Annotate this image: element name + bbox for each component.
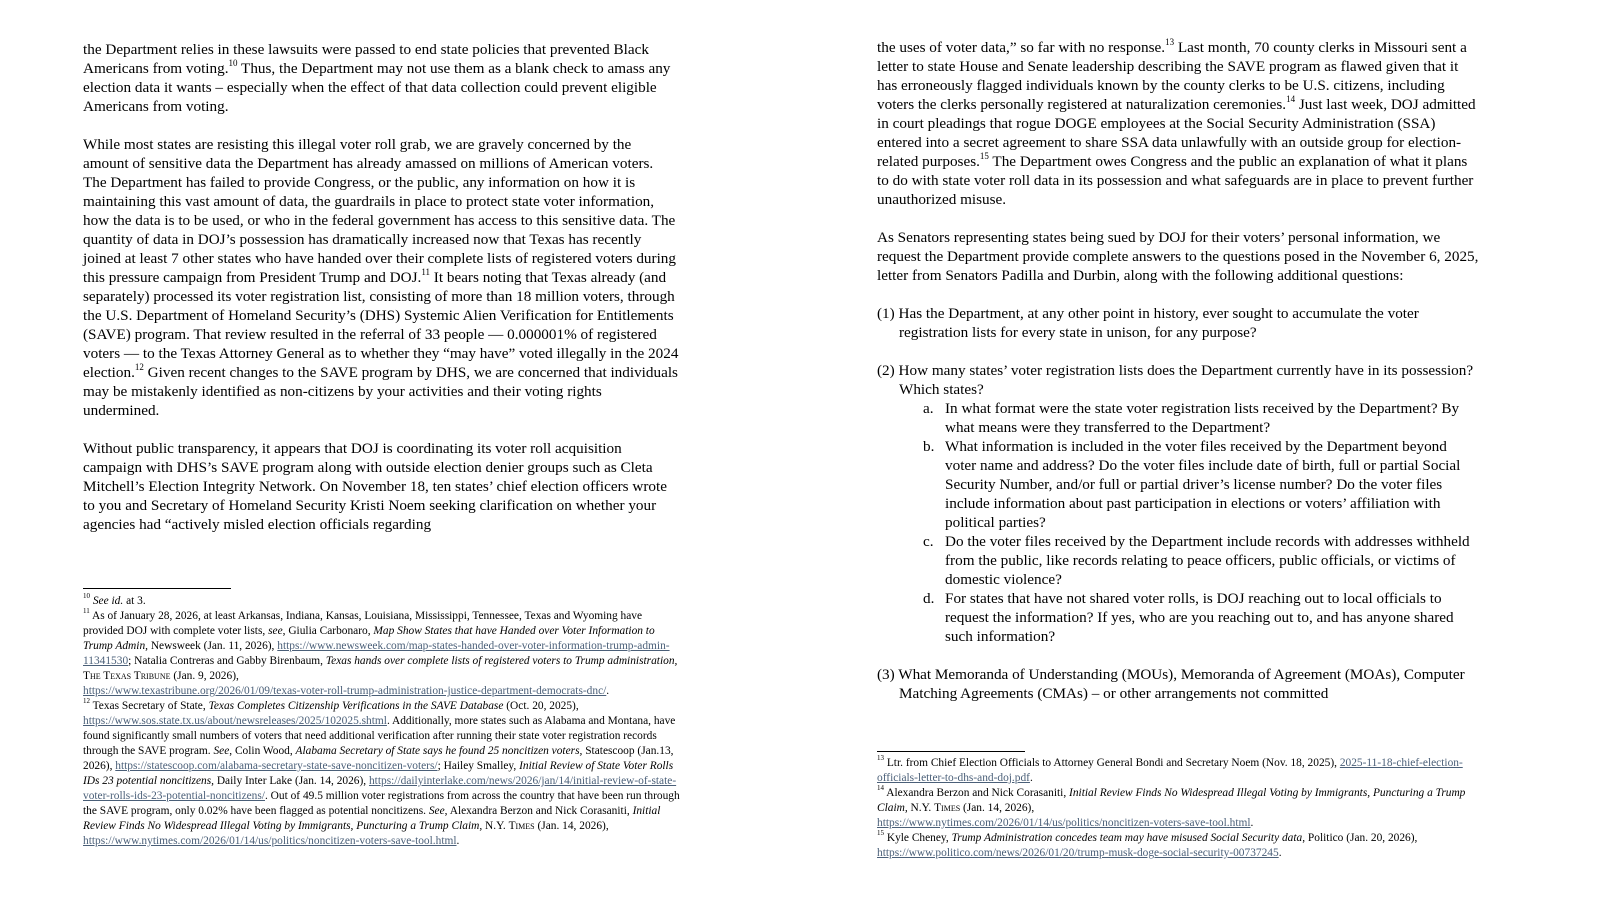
footnote-14: $^{14}$ Alexandra Berzon and Nick Corasaniti, Initial Review Finds No Widespread Illegal Voting by Immigrants, Puncturing a Trump Claim, N.Y. Times (Jan. 14, 2026), https://www.nytimes.com/2026/01/14/us/politics/noncitizen-voters-save-tool.html.	[877, 784, 1466, 829]
left-footnotes	[83, 594, 680, 849]
sub-question-c: c. Do the voter files received by the Department include records with addresses withheld from the public, like records relating to peace officers, public officials, or victims of domestic violence?	[923, 533, 1470, 588]
left-body-text	[83, 40, 680, 553]
right-footnotes	[877, 756, 1480, 861]
footnote-ref-14[interactable]: 14	[1286, 93, 1296, 104]
footnote-ref-11[interactable]: 11	[421, 266, 430, 277]
sos-texas-link[interactable]: https://www.sos.state.tx.us/about/newsreleases/2025/102025.shtml	[83, 715, 387, 727]
daily-inter-lake-link[interactable]: https://dailyinterlake.com/news/2026/jan/14/initial-review-of-state-voter-rolls-ids-23-potential-noncitizens/	[83, 775, 677, 802]
right-paragraph-1: the uses of voter data,” so far with no response.$^{13}$ Last month, 70 county clerks in Missouri sent a letter to state House and Senate leadership describing the SAVE program as flawed given that it has erroneously flagged individuals known by the county clerks to be U.S. citizens, including voters the clerks personally registered at naturalization ceremonies.$^{14}$ Just last week, DOJ admitted in court pleadings that rogue DOGE employees at the Social Security Administration (SSA) entered into a secret agreement to share SSA data unlawfully with an outside group for election-related purposes.$^{15}$ The Department owes Congress and the public an explanation of what it plans to do with state voter roll data in its possession and what safeguards are in place to prevent further unauthorized misuse.	[877, 36, 1476, 208]
nytimes-link[interactable]: https://www.nytimes.com/2026/01/14/us/politics/noncitizen-voters-save-tool.html	[83, 835, 457, 847]
sub-question-a: a. In what format were the state voter registration lists received by the Department? By what means were they transferred to the Department?	[923, 400, 1460, 436]
statescoop-link[interactable]: https://statescoop.com/alabama-secretary-state-save-noncitizen-voters/	[115, 760, 438, 772]
nytimes-link-2[interactable]: https://www.nytimes.com/2026/01/14/us/politics/noncitizen-voters-save-tool.html	[877, 817, 1251, 829]
footnote-ref-13[interactable]: 13	[1165, 36, 1175, 47]
footnote-12: $^{12}$ Texas Secretary of State, Texas Completes Citizenship Verifications in the SAVE Database (Oct. 20, 2025), https://www.sos.state.tx.us/about/newsreleases/2025/102025.shtml. Additionally, more states such as Alabama and Montana, have found significantly small numbers of voters that need additional verification after running their state voter registration records through the SAVE program. See, Colin Wood, Alabama Secretary of State says he found 25 noncitizen voters, Statescoop (Jan.13, 2026), https://statescoop.com/alabama-secretary-state-save-noncitizen-voters/; Hailey Smalley, Initial Review of State Voter Rolls IDs 23 potential noncitizens, Daily Inter Lake (Jan. 14, 2026), https://dailyinterlake.com/news/2026/jan/14/initial-review-of-state-voter-rolls-ids-23-potential-noncitizens/. Out of 49.5 million voter registrations from across the country that have been run through the SAVE program, only 0.02% have been flagged as potential noncitizens. See, Alexandra Berzon and Nick Corasaniti, Initial Review Finds No Widespread Illegal Voting by Immigrants, Puncturing a Trump Claim, N.Y. Times (Jan. 14, 2026), https://www.nytimes.com/2026/01/14/us/politics/noncitizen-voters-save-tool.html.	[83, 697, 680, 847]
footnote-10: $^{10}$ See id. at 3.	[83, 592, 146, 607]
newsweek-link[interactable]: https://www.newsweek.com/map-states-handed-over-voter-information-trump-admin-11341530	[83, 640, 670, 667]
footnote-11: $^{11}$ As of January 28, 2026, at least Arkansas, Indiana, Kansas, Louisiana, Mississippi, Tennessee, Texas and Wyoming have provided DOJ with complete voter lists, see, Giulia Carbonaro, Map Show States that have Handed over Voter Information to Trump Admin, Newsweek (Jan. 11, 2026), https://www.newsweek.com/map-states-handed-over-voter-information-trump-admin-11341530; Natalia Contreras and Gabby Birenbaum, Texas hands over complete lists of registered voters to Trump administration, The Texas Tribune (Jan. 9, 2026), https://www.texastribune.org/2026/01/09/texas-voter-roll-trump-administration-justice-department-democrats-dnc/.	[83, 607, 678, 697]
chief-election-officials-letter-link[interactable]: 2025-11-18-chief-election-officials-letter-to-dhs-and-doj.pdf	[877, 757, 1463, 784]
question-2: (2) How many states’ voter registration lists does the Department currently have in its possession? Which states?	[877, 362, 1474, 398]
footnote-ref-15[interactable]: 15	[979, 150, 989, 161]
footnote-ref-10[interactable]: 10	[228, 57, 238, 68]
right-footnote-divider	[877, 751, 1025, 752]
politico-link[interactable]: https://www.politico.com/news/2026/01/20/trump-musk-doge-social-security-00737245	[877, 847, 1279, 859]
sub-question-b: b. What information is included in the voter files received by the Department beyond voter name and address? Do the voter files include date of birth, full or partial Social Security Number, and/or full or partial driver’s license number? Do the voter files include information about past participation in elections or voters’ affiliation with political parties?	[923, 438, 1461, 531]
right-body-text	[877, 38, 1480, 722]
footnote-15: $^{15}$ Kyle Cheney, Trump Administration concedes team may have misused Social Security data, Politico (Jan. 20, 2026), https://www.politico.com/news/2026/01/20/trump-musk-doge-social-security-00737245.	[877, 829, 1418, 859]
question-3: (3) What Memoranda of Understanding (MOUs), Memoranda of Agreement (MOAs), Computer Matching Agreements (CMAs) – or other arrangements not committed	[877, 666, 1465, 702]
texas-tribune-link[interactable]: https://www.texastribune.org/2026/01/09/texas-voter-roll-trump-administration-justice-department-democrats-dnc/	[83, 685, 607, 697]
footnote-ref-12[interactable]: 12	[134, 361, 144, 372]
footnote-13: $^{13}$ Ltr. from Chief Election Officials to Attorney General Bondi and Secretary Noem (Nov. 18, 2025), 2025-11-18-chief-election-officials-letter-to-dhs-and-doj.pdf.	[877, 754, 1463, 784]
left-paragraph-1: the Department relies in these lawsuits were passed to end state policies that prevented Black Americans from voting.$^{10}$ Thus, the Department may not use them as a blank check to amass any election data it wants – especially when the effect of that data collection could prevent eligible Americans from voting.	[83, 41, 671, 115]
right-page	[800, 0, 1600, 900]
question-1: (1) Has the Department, at any other point in history, ever sought to accumulate the voter registration lists for every state in unison, for any purpose?	[877, 305, 1419, 341]
left-paragraph-3: Without public transparency, it appears that DOJ is coordinating its voter roll acquisition campaign with DHS’s SAVE program along with outside election denier groups such as Cleta Mitchell’s Election Integrity Network. On November 18, ten states’ chief election officers wrote to you and Secretary of Homeland Security Kristi Noem seeking clarification on whether your agencies had “actively misled election officials regarding	[83, 440, 667, 533]
left-paragraph-2: While most states are resisting this illegal voter roll grab, we are gravely concerned by the amount of sensitive data the Department has already amassed on millions of American voters. The Department has failed to provide Congress, or the public, any information on how it is maintaining this vast amount of data, the guardrails in place to protect state voter information, how the data is to be used, or who in the federal government has access to this sensitive data. The quantity of data in DOJ’s possession has dramatically increased now that Texas has recently joined at least 7 other states who have handed over their complete lists of registered voters during this pressure campaign from President Trump and DOJ.$^{11}$ It bears noting that Texas already (and separately) processed its voter registration list, consisting of more than 18 million voters, through the U.S. Department of Homeland Security’s (DHS) Systemic Alien Verification for Entitlements (SAVE) program. That review resulted in the referral of 33 people — 0.000001% of registered voters — to the Texas Attorney General as to whether they “may have” voted illegally in the 2024 election.$^{12}$ Given recent changes to the SAVE program by DHS, we are concerned that individuals may be mistakenly identified as non-citizens by your activities and their voting rights undermined.	[83, 136, 679, 419]
sub-question-d: d. For states that have not shared voter rolls, is DOJ reaching out to local officials to request the information? If yes, who are you reaching out to, and has anyone shared such information?	[923, 590, 1454, 645]
left-footnote-divider	[83, 588, 231, 589]
right-paragraph-2: As Senators representing states being sued by DOJ for their voters’ personal information, we request the Department provide complete answers to the questions posed in the November 6, 2025, letter from Senators Padilla and Durbin, along with the following additional questions:	[877, 229, 1479, 284]
question-2-sublist	[877, 399, 1480, 646]
